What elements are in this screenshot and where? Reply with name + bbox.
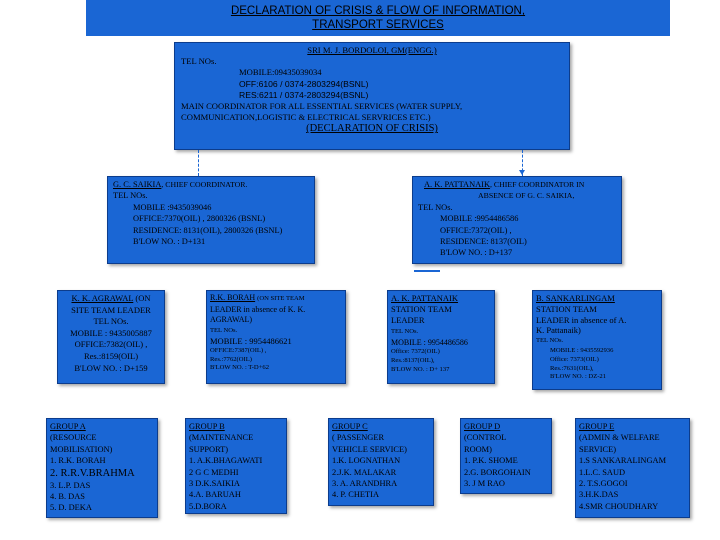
group-e-line-1: (ADMIN & WELFARE [579,433,660,443]
leader-1-line-6: Res.:8159(OIL) [83,350,139,361]
group-box-e [575,418,690,518]
group-c-line-3: 1.K. LOGNATHAN [332,456,401,466]
leader-2-line-4: TEL NOs. [210,326,238,334]
connector-gm-left [198,150,199,176]
coordinator-right-blow: B'LOW NO. : D+137 [440,248,513,258]
group-d-line-5: 3. J M RAO [464,479,505,489]
coordinator-left-office: OFFICE:7370(OIL) , 2800326 (BSNL) [133,214,266,224]
title-line-2: TRANSPORT SERVICES [312,19,444,31]
leader-3-line-4: MOBILE : 9954486586 [391,338,468,347]
coordinator-left-box [107,176,315,264]
leader-2-line-7: Res.:7762(OIL) [210,355,252,363]
coordinator-left-mobile: MOBILE :9435039046 [133,202,212,212]
leader-4-line-6: Office: 7373(OIL) [550,355,599,363]
group-c-line-6: 4. P. CHETIA [332,490,379,500]
group-b-line-5: 3 D.K.SAIKIA [189,479,240,489]
leader-2-line-5: MOBILE : 9954486621 [210,336,292,347]
coordinator-right-residence: RESIDENCE: 8137(OIL) [440,237,527,247]
coordinator-right-role: , CHIEF COORDINATOR IN [490,180,585,189]
group-d-line-4: 2.G. BORGOHAIN [464,467,531,477]
leader-3-line-3: TEL NOs. [391,328,419,335]
leader-2-line-3: AGRAWAL) [210,315,253,325]
leader-3-line-1: STATION TEAM [391,304,452,314]
gm-residence: RES:6211 / 0374-2803294(BSNL) [239,89,369,100]
group-b-line-3: 1. A.K.BHAGAWATI [189,456,263,466]
gm-name: SRI M. J. BORDOLOI, GM(ENGG.) [307,45,437,55]
coordinator-right-mobile: MOBILE :9954486586 [440,214,519,224]
leader-2-line-6: OFFICE:7387(OIL) , [210,346,267,354]
group-a-line-6: 4. B. DAS [50,492,85,502]
leader-1-line-2: SITE TEAM LEADER [71,304,151,315]
group-box-a [46,418,158,518]
connector-right-bar [414,270,440,272]
group-e-line-2: SERVICE) [579,444,617,454]
group-c-title: GROUP C [332,422,368,431]
coordinator-right-office: OFFICE:7372(OIL) , [440,225,512,235]
leader-4-line-2: LEADER in absence of A. [536,314,627,325]
leader-4-line-3: K. Pattanaik) [536,325,581,336]
gm-tel-label: TEL NOs. [181,56,217,67]
title-line-1: DECLARATION OF CRISIS & FLOW OF INFORMATION, [230,5,526,17]
leader-2-line-2: LEADER in absence of K. K. [210,304,306,314]
arrow-right-icon [519,170,525,175]
gm-office: OFF:6106 / 0374-2803294(BSNL) [239,78,369,89]
group-d-line-2: ROOM) [464,444,492,454]
group-b-title: GROUP B [189,422,225,431]
group-a-line-2: MOBILISATION) [50,444,113,454]
leader-4-line-4: TEL NOs. [536,337,564,345]
gm-mobile: MOBILE:09435039034 [239,67,322,78]
leader-2-line-1: (ON SITE TEAM [257,295,305,302]
group-d-line-3: 1. P.K. SHOME [464,456,518,466]
group-d-title: GROUP D [464,422,501,431]
group-a-line-4: 2. R.R.V.BRAHMA [50,467,135,479]
leader-box-3 [387,290,495,384]
group-c-line-5: 3. A. ARANDHRA [332,479,398,489]
group-c-line-2: VEHICLE SERVICE) [332,444,407,454]
leader-3-line-2: LEADER [391,315,425,325]
leader-3-line-7: B'LOW NO. : D+ 137 [391,365,450,373]
coordinator-left-tel-label: TEL NOs. [113,191,148,201]
group-b-line-6: 4.A. BARUAH [189,490,241,500]
group-e-line-4: 1.L.C. SAUD [579,467,626,477]
group-e-line-7: 4.SMR CHOUDHARY [579,501,659,511]
diagram-title [86,0,670,36]
leader-1-line-7: B'LOW NO. : D+159 [74,362,148,373]
coordinator-right-name: A. K. PATTANAIK [424,180,491,189]
group-a-line-5: 3. L.P. DAS [50,480,91,490]
group-b-line-4: 2 G C MEDHI [189,467,239,477]
leader-box-4 [532,290,662,390]
group-e-line-6: 3.H.K.DAS [579,490,619,500]
gm-declaration: (DECLARATION OF CRISIS) [306,123,438,135]
group-b-line-7: 5.D.BORA [189,501,227,511]
leader-2-line-8: B'LOW NO. : T-D+62 [210,364,270,372]
leader-1-name: K. K. AGRAWAL [71,293,134,303]
gm-role-line-1: MAIN COORDINATOR FOR ALL ESSENTIAL SERVICES (WATER SUPPLY, [181,101,463,112]
group-b-line-2: SUPPORT) [189,444,229,454]
leader-1-line-3: TEL NOs. [93,316,129,327]
group-a-line-7: 5. D. DEKA [50,503,92,513]
group-c-line-4: 2.J.K. MALAKAR [332,467,397,477]
leader-box-2 [206,290,346,384]
leader-1-line-1: (ON [135,293,151,303]
group-e-title: GROUP E [579,422,615,431]
coordinator-right-box [412,176,622,264]
leader-3-line-6: Res.:8137(OIL), [391,356,435,364]
group-e-line-3: 1.S SANKARALINGAM [579,456,667,466]
coordinator-left-role: , CHIEF COORDINATOR. [161,180,248,189]
group-box-d [460,418,552,494]
group-b-line-1: (MAINTENANCE [189,433,254,443]
gm-role-line-2: COMMUNICATION,LOGISTIC & ELECTRICAL SERVRICES ETC.) [181,112,431,123]
group-a-line-1: (RESOURCE [50,433,97,443]
group-box-b [185,418,287,514]
group-box-c [328,418,434,506]
coordinator-right-tel-label: TEL NOs. [418,202,453,212]
leader-1-line-5: OFFICE:7382(OIL) , [74,339,148,350]
coordinator-left-residence: RESIDENCE: 8131(OIL), 2800326 (BSNL) [133,225,283,235]
leader-1-line-4: MOBILE : 9435005887 [70,327,152,338]
coordinator-left-blow: B'LOW NO. : D+131 [133,237,206,247]
leader-4-name: B. SANKARLINGAM [536,293,615,303]
leader-box-1 [57,290,165,384]
group-e-line-5: 2. T.S.GOGOI [579,479,628,489]
coordinator-left-name: G. C. SAIKIA [113,180,162,189]
leader-4-line-1: STATION TEAM [536,303,597,314]
leader-3-name: A. K. PATTANAIK [391,293,459,303]
group-a-title: GROUP A [50,422,86,431]
group-a-line-3: 1. R.K. BORAH [50,456,106,466]
group-d-line-1: (CONTROL [464,433,507,443]
group-c-line-1: ( PASSENGER [332,433,385,443]
leader-4-line-7: Res.:7631(OIL), [550,364,594,372]
gm-box [174,42,570,150]
leader-4-line-5: MOBILE : 9435592936 [550,346,614,354]
leader-4-line-8: B'LOW NO. : DZ-21 [550,373,607,381]
leader-3-line-5: Office: 7372(OIL) [391,348,440,355]
coordinator-right-role-2: ABSENCE OF G. C. SAIKIA, [478,191,575,201]
leader-2-name: R.K. BORAH [210,293,256,302]
